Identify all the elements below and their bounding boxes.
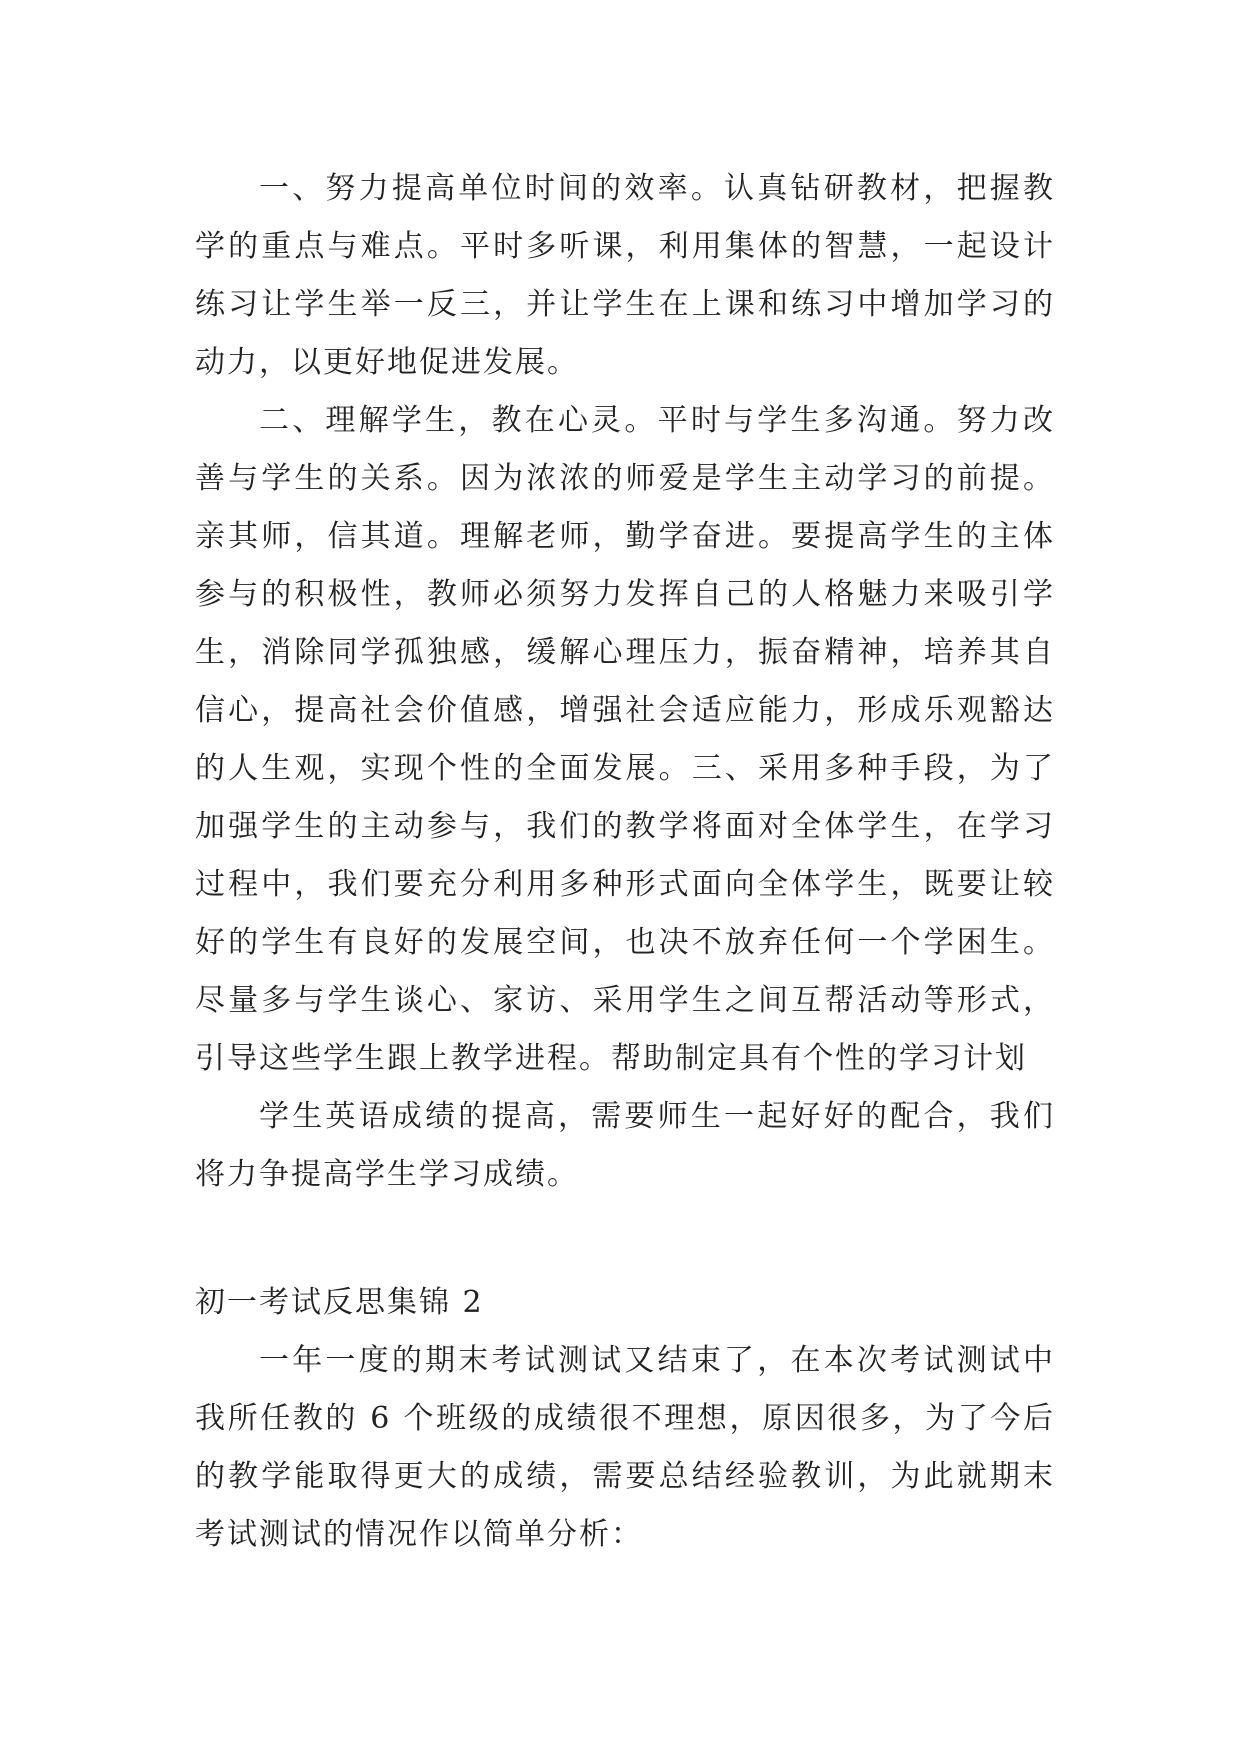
paragraph-final-exam: 一年一度的期末考试测试又结束了，在本次考试测试中我所任教的 6 个班级的成绩很不理想，原因很多，为了今后的教学能取得更大的成绩，需要总结经验教训，为此就期末考试测试的情况作以简单分析：	[195, 1343, 1055, 1552]
paragraph-understand-students: 二、理解学生，教在心灵。平时与学生多沟通。努力改善与学生的关系。因为浓浓的师爱是学生主动学习的前提。亲其师，信其道。理解老师，勤学奋进。要提高学生的主体参与的积极性，教师必须努力发挥自己的人格魅力来吸引学生，消除同学孤独感，缓解心理压力，振奋精神，培养其自信心，提高社会价值感，增强社会适应能力，形成乐观豁达的人生观，实现个性的全面发展。三、采用多种手段，为了加强学生的主动参与，我们的教学将面对全体学生，在学习过程中，我们要充分利用多种形式面向全体学生，既要让较好的学生有良好的发展空间，也决不放弃任何一个学困生。尽量多与学生谈心、家访、采用学生之间互帮活动等形式，引导这些学生跟上教学进程。帮助制定具有个性的学习计划	[195, 403, 1055, 1076]
paragraph-efficiency: 一、努力提高单位时间的效率。认真钻研教材，把握教学的重点与难点。平时多听课，利用集体的智慧，一起设计练习让学生举一反三，并让学生在上课和练习中增加学习的动力，以更好地促进发展。	[195, 171, 1055, 380]
section-title: 初一考试反思集锦 2	[195, 1285, 484, 1320]
document-body	[195, 160, 1055, 1564]
paragraph-english-scores: 学生英语成绩的提高，需要师生一起好好的配合，我们将力争提高学生学习成绩。	[195, 1099, 1055, 1192]
